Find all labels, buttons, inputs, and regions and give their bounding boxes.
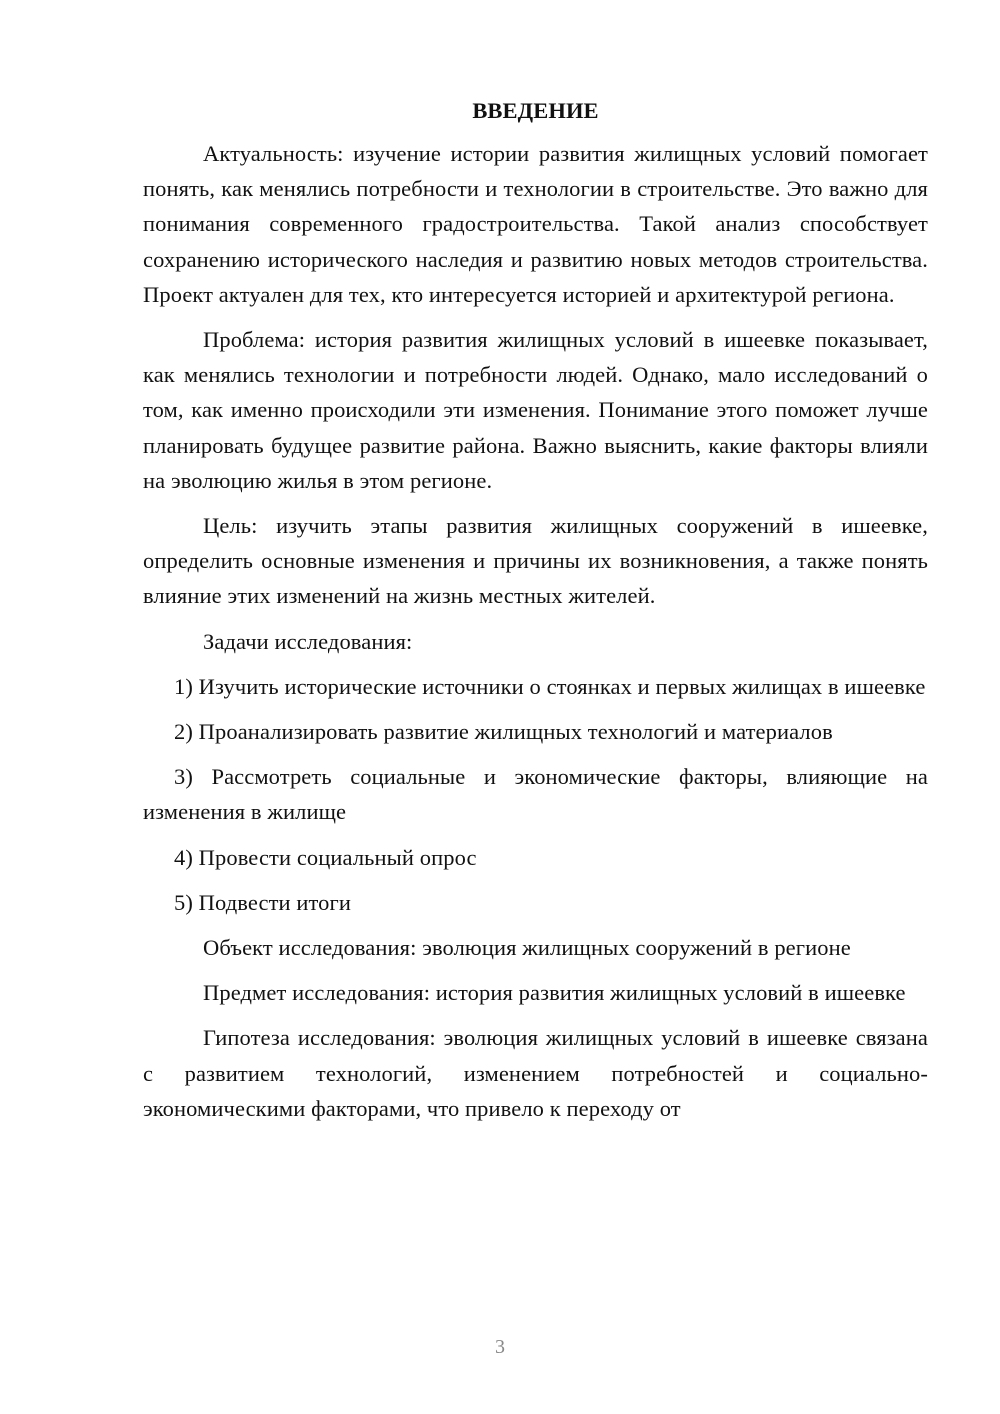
task-item: 1) Изучить исторические источники о стоянках и первых жилищах в ишеевке xyxy=(174,673,926,699)
task-item: 2) Проанализировать развитие жилищных технологий и материалов xyxy=(174,719,833,745)
task-item: 4) Провести социальный опрос xyxy=(174,844,477,870)
section-title: ВВЕДЕНИЕ xyxy=(472,98,599,123)
research-hypothesis: Гипотеза исследования: эволюция жилищных условий в ишеевке связана с развитием технологий, изменением потребностей и социально-экономическими факторами, что привело к переходу от xyxy=(143,1025,928,1121)
research-subject: Предмет исследования: история развития жилищных условий в ишеевке xyxy=(203,980,906,1006)
relevance-paragraph: Актуальность: изучение истории развития жилищных условий помогает понять, как менялись потребности и технологии в строительстве. Это важно для понимания современного градостроительства. Такой анализ способствует сохранению исторического наследия и развитию новых методов строительства. Проект актуален для тех, кто интересуется историей и архитектурой региона. xyxy=(143,141,928,307)
task-item: 5) Подвести итоги xyxy=(174,889,351,915)
task-item: 3) Рассмотреть социальные и экономические факторы, влияющие на изменения в жилище xyxy=(143,764,928,825)
tasks-heading: Задачи исследования: xyxy=(203,628,413,654)
problem-paragraph: Проблема: история развития жилищных условий в ишеевке показывает, как менялись технологии и потребности людей. Однако, мало исследований о том, как именно происходили эти изменения. Понимание этого поможет лучше планировать будущее развитие района. Важно выяснить, какие факторы влияли на эволюцию жилья в этом регионе. xyxy=(143,327,928,493)
research-object: Объект исследования: эволюция жилищных сооружений в регионе xyxy=(203,935,851,961)
document-body xyxy=(143,96,928,1136)
page-number: 3 xyxy=(495,1336,505,1358)
goal-paragraph: Цель: изучить этапы развития жилищных сооружений в ишеевке, определить основные изменения и причины их возникновения, а также понять влияние этих изменений на жизнь местных жителей. xyxy=(143,513,928,609)
